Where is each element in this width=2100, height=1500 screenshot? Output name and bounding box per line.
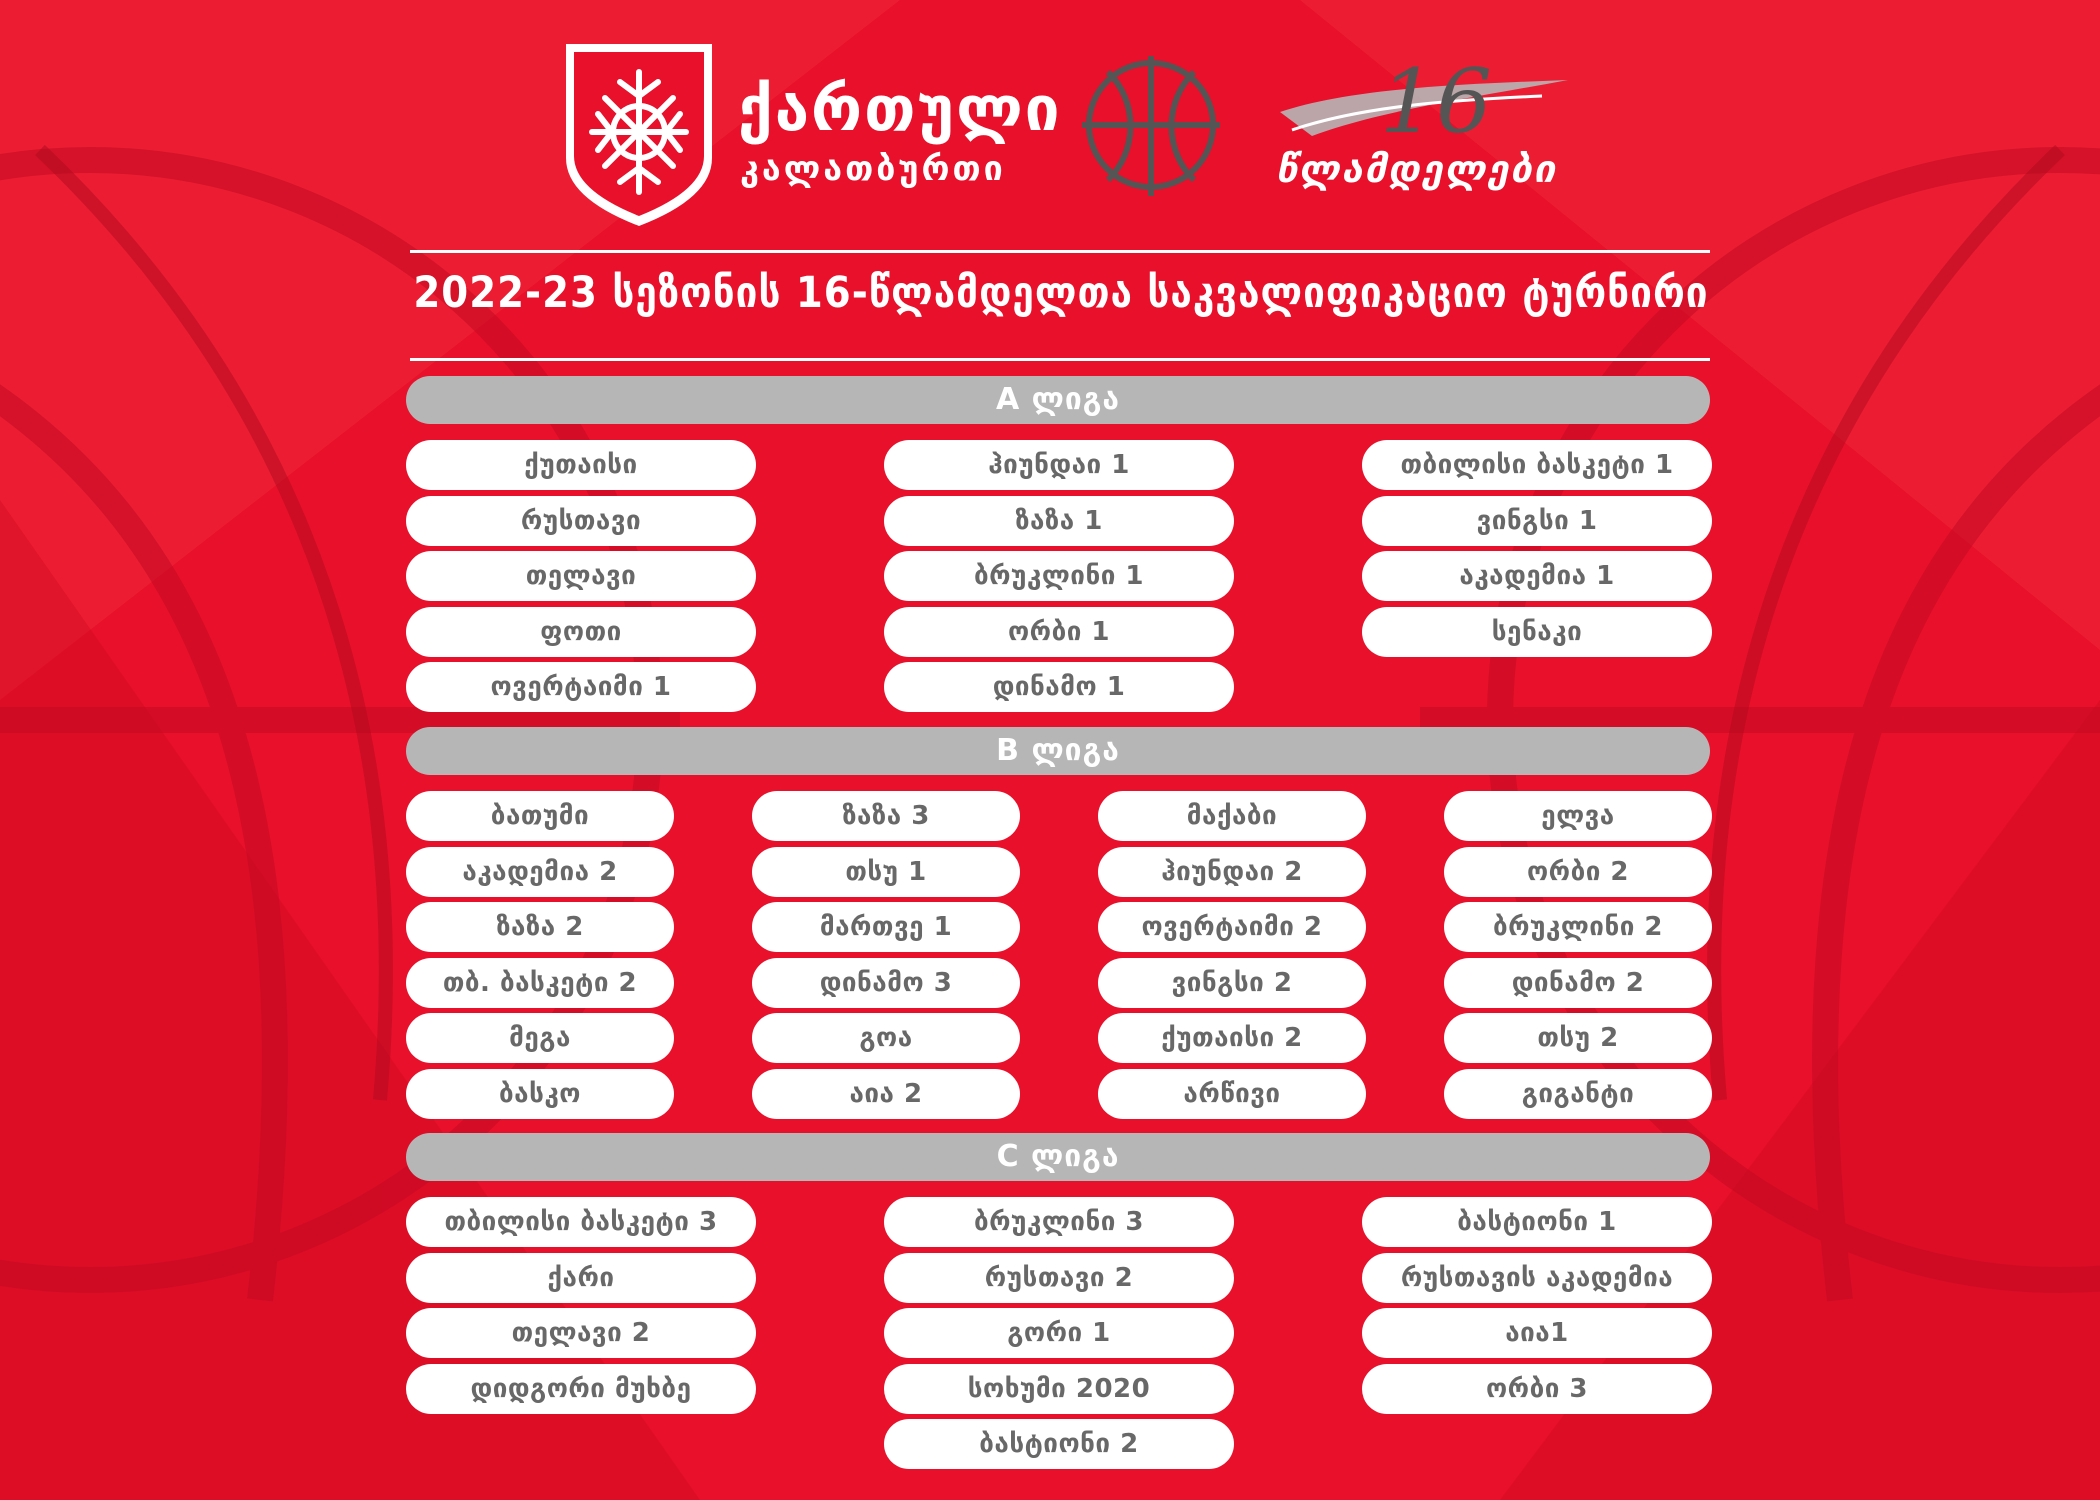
league-c-column-2 xyxy=(884,1197,1234,1475)
team-pill: სენაკი xyxy=(1362,607,1712,657)
league-a-column-1 xyxy=(406,440,756,718)
team-pill: ოვერტაიმი 1 xyxy=(406,662,756,712)
team-pill: თელავი xyxy=(406,551,756,601)
team-pill: მაქაბი xyxy=(1098,791,1366,841)
federation-logo xyxy=(560,38,1062,230)
league-a-name: A ლიგა xyxy=(995,382,1121,417)
team-pill: რუსთავი 2 xyxy=(884,1253,1234,1303)
team-pill: ზაზა 3 xyxy=(752,791,1020,841)
team-pill: დინამო 2 xyxy=(1444,958,1712,1008)
team-pill: თბილისი ბასკეტი 3 xyxy=(406,1197,756,1247)
basketball-icon xyxy=(1068,46,1234,204)
team-pill: ვინგსი 2 xyxy=(1098,958,1366,1008)
team-pill: დიდგორი მუხბე xyxy=(406,1364,756,1414)
team-pill: ჰიუნდაი 2 xyxy=(1098,847,1366,897)
team-pill: ზაზა 2 xyxy=(406,902,674,952)
team-pill: აია1 xyxy=(1362,1308,1712,1358)
team-pill: დინამო 3 xyxy=(752,958,1020,1008)
league-b-name: B ლიგა xyxy=(996,733,1120,768)
team-pill: ორბი 2 xyxy=(1444,847,1712,897)
team-pill: ზაზა 1 xyxy=(884,496,1234,546)
team-pill: ფოთი xyxy=(406,607,756,657)
team-pill: მართვე 1 xyxy=(752,902,1020,952)
team-pill: ელვა xyxy=(1444,791,1712,841)
team-pill: არწივი xyxy=(1098,1069,1366,1119)
league-a-column-3 xyxy=(1362,440,1712,662)
team-pill: თბ. ბასკეტი 2 xyxy=(406,958,674,1008)
league-b-column-3 xyxy=(1098,791,1366,1124)
title-bottom-rule xyxy=(410,358,1710,361)
league-a-column-2 xyxy=(884,440,1234,718)
team-pill: თსუ 1 xyxy=(752,847,1020,897)
page-title: 2022-23 სეზონის 16-წლამდელთა საკვალიფიკაციო ტურნირი xyxy=(413,268,1709,318)
team-pill: ქარი xyxy=(406,1253,756,1303)
team-pill: თბილისი ბასკეტი 1 xyxy=(1362,440,1712,490)
team-pill: გიგანტი xyxy=(1444,1069,1712,1119)
league-a-header xyxy=(406,376,1710,424)
team-pill: ოვერტაიმი 2 xyxy=(1098,902,1366,952)
league-b-column-4 xyxy=(1444,791,1712,1124)
team-pill: გორი 1 xyxy=(884,1308,1234,1358)
league-b-column-1 xyxy=(406,791,674,1124)
team-pill: თსუ 2 xyxy=(1444,1013,1712,1063)
team-pill: რუსთავის აკადემია xyxy=(1362,1253,1712,1303)
u16-number: 16 xyxy=(1380,50,1492,150)
league-b-header xyxy=(406,727,1710,775)
u16-swoosh-icon xyxy=(1272,40,1572,150)
team-pill: ორბი 3 xyxy=(1362,1364,1712,1414)
team-pill: თელავი 2 xyxy=(406,1308,756,1358)
team-pill: სოხუმი 2020 xyxy=(884,1364,1234,1414)
shield-emblem-icon xyxy=(560,38,718,230)
league-c-header xyxy=(406,1133,1710,1181)
federation-name: ქართული xyxy=(738,72,1062,145)
team-pill: აკადემია 2 xyxy=(406,847,674,897)
team-pill: ბრუკლინი 2 xyxy=(1444,902,1712,952)
u16-logo xyxy=(1272,40,1572,200)
league-b-column-2 xyxy=(752,791,1020,1124)
team-pill: აია 2 xyxy=(752,1069,1020,1119)
team-pill: რუსთავი xyxy=(406,496,756,546)
team-pill: აკადემია 1 xyxy=(1362,551,1712,601)
team-pill: ბათუმი xyxy=(406,791,674,841)
league-c-column-1 xyxy=(406,1197,756,1419)
u16-subtitle: წლამდელები xyxy=(1276,147,1558,191)
team-pill: ჰიუნდაი 1 xyxy=(884,440,1234,490)
federation-subtitle: კალათბურთი xyxy=(740,149,1006,189)
team-pill: ბრუკლინი 3 xyxy=(884,1197,1234,1247)
title-top-rule xyxy=(410,250,1710,253)
league-c-column-3 xyxy=(1362,1197,1712,1419)
team-pill: დინამო 1 xyxy=(884,662,1234,712)
team-pill: ქუთაისი xyxy=(406,440,756,490)
team-pill: გოა xyxy=(752,1013,1020,1063)
team-pill: ბასტიონი 2 xyxy=(884,1419,1234,1469)
league-c-name: C ლიგა xyxy=(996,1139,1120,1174)
team-pill: ორბი 1 xyxy=(884,607,1234,657)
team-pill: ბრუკლინი 1 xyxy=(884,551,1234,601)
team-pill: ვინგსი 1 xyxy=(1362,496,1712,546)
team-pill: ბასტიონი 1 xyxy=(1362,1197,1712,1247)
team-pill: ბასკო xyxy=(406,1069,674,1119)
team-pill: ქუთაისი 2 xyxy=(1098,1013,1366,1063)
team-pill: მეგა xyxy=(406,1013,674,1063)
